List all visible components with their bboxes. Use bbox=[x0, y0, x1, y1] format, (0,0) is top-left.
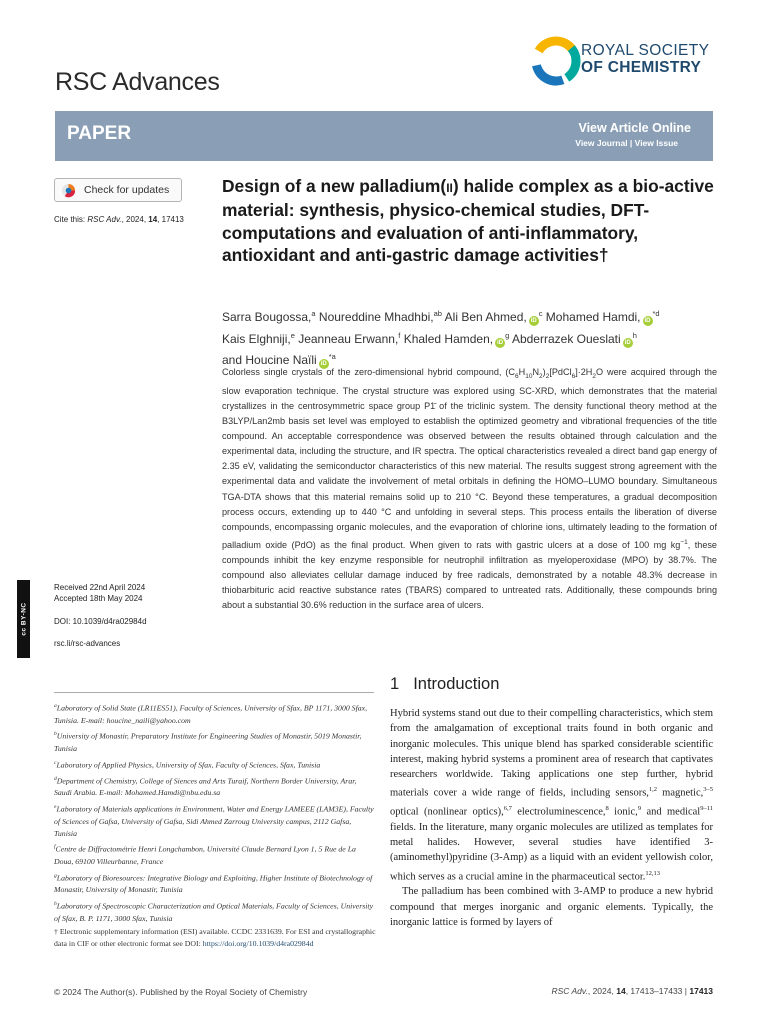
page-number: 17413 bbox=[689, 986, 713, 996]
journal-link[interactable]: rsc.li/rsc-advances bbox=[54, 639, 121, 648]
affiliation-item: $^e$Laboratory of Materials applications in Environment, Water and Energy LAMEEE (LAM3E), Faculty of Sciences of Gafsa, University of Gafsa, Sidi Ahmed Zarroug University campus, 2112 Gafsa, Tunisia bbox=[54, 804, 374, 838]
paragraph: Hybrid systems stand out due to their compelling characteristics, which stem from the amalgamation of exceptional traits found in both organic and inorganic molecules. This unique blend has sparked considerable scientific interest, making hybrid systems a prominent area of research that captivates researchers worldwide. Taking applications one step further, hybrid materials cover a wide range of fields, including sensors,$^{1,2}$ magnetic,$^{3-5}$ optical (nonlinear optics),$^{6,7}$ electroluminescence,$^8$ ionic,$^9$ and medical$^{9-11}$ fields. In the literature, many organic molecules are utilized as templates for metal halides. However, several studies have identified 3-(aminomethyl)pyridine (3-Amp) as a liquid with an evident yellowish color, which serves as a crucial amine in the pharmaceutical sector.$^{12,13}$ bbox=[390, 708, 714, 882]
paragraph: The palladium has been combined with 3-AMP to produce a new hybrid compound that merges inorganic and organic elements. Typically, the inorganic lattice is formed by layers of bbox=[390, 886, 713, 928]
journal-name: RSC Advances bbox=[55, 68, 220, 96]
doi: DOI: 10.1039/d4ra02984d bbox=[54, 617, 147, 626]
footnote-divider bbox=[54, 692, 374, 693]
introduction-body bbox=[390, 706, 713, 930]
orcid-icon[interactable]: iD bbox=[530, 318, 537, 324]
affiliation-item: $^d$Department of Chemistry, College of Siences and Arts Turaif, Northern Border University, Arar, Saudi Arabia. E-mail: Mohamed.Hamdi@nbu.edu.sa bbox=[54, 775, 357, 798]
citation: Cite this: RSC Adv., 2024, 14, 17413 bbox=[54, 215, 184, 224]
affiliation-item: $^c$Laboratory of Applied Physics, University of Sfax, Faculty of Sciences, Sfax, Tunisia bbox=[54, 759, 321, 770]
esi-doi-link[interactable]: https://doi.org/10.1039/d4ra02984d bbox=[202, 939, 314, 949]
check-updates-icon bbox=[61, 183, 76, 198]
received-date: Received 22nd April 2024 bbox=[54, 583, 146, 592]
article-title: Design of a new palladium(II) halide complex as a bio-active material: synthesis, physico-chemical studies, DFT-computations and evaluation of anti-inflammatory, antioxidant and anti-gastric damage activities† bbox=[222, 176, 714, 266]
publisher-name: ROYAL SOCIETY OF CHEMISTRY bbox=[581, 42, 710, 76]
check-for-updates-button[interactable] bbox=[54, 178, 182, 202]
author-list: Sarra Bougossa,$^a$ Noureddine Mhadhbi,$^{ab}$ Ali Ben Ahmed, $iD^c$ Mohamed Hamdi, $iD^{*d}$ Kais Elghniji,$^e$ Jeanneau Erwann,$^f$ Khaled Hamden, $iD^g$ Abderrazek Oueslati $iD^h$ and Houcine Naïli $iD^{*a}$ bbox=[222, 309, 660, 367]
affiliation-item: $^a$Laboratory of Solid State (LR11ES51), Faculty of Sciences, University of Sfax, BP 1171, 3000 Sfax, Tunisia. E-mail: houcine_naili@yahoo.com bbox=[54, 703, 368, 725]
accepted-date: Accepted 18th May 2024 bbox=[54, 594, 143, 603]
page-footer: RSC Adv., 2024, 14, 17413–17433 | 17413 bbox=[551, 986, 713, 996]
section-heading: 1 Introduction bbox=[390, 675, 500, 693]
affiliation-item: $^h$Laboratory of Spectroscopic Characterization and Optical Materials, Faculty of Sciences, University of Sfax, B. P. 1171, 3000 Sfax, Tunisia bbox=[54, 900, 374, 923]
abstract: Colorless single crystals of the zero-dimensional hybrid compound, $(C_6H_{10}N_2)_2[PdCl_6]\cdot 2H_2O$ were acquired through the slow evaporation technique. The crystal structure was explored using SC-XRD, which demonstrates that the material crystallizes in the centrosymmetric space group P1̄ of the triclinic system. The density functional theory method at the B3LYP/Lan2mb basis set level was employed to establish the optimized geometry and vibrational frequencies of the title compound. An acceptable correspondence was observed between the results obtained through calculation and the experimental data, including the structure, and IR spectra. The optical characteristics revealed a direct band gap energy of 2.35 eV, validating the semiconductor characteristics of this new material. The results suggest strong agreement with the experimental data and validate the involvement of metal orbitals in defining the HOMO–LUMO boundary. Simultaneous TGA-DTA shows that this material remains solid up to 210 °C. Beyond these temperatures, a gradual decomposition process occurs, extending up to 440 °C and unfolding in several steps. This process entails the liberation of diverse compounds, encompassing organic molecules, and the evaporation of chlorine ions, ultimately leading to the formation of palladium oxide (PdO) as the final product. When given to rats with gastric ulcers at a dose of 100 mg $kg^{-1}$, these compounds inhibit the key enzyme responsible for neutrophil infiltration as myeloperoxidase (MPO) by 38.7%. The compound also alleviates cellular damage induced by free radicals, demonstrated by a notable 48.3% decrease in thiobarbituric acid reactive substance rates (TBARS) compared to untreated rats. Additionally, these compounds bring about a substantial 30.6% reduction in the surface area of ulcers. bbox=[222, 367, 717, 611]
orcid-icon[interactable]: iD bbox=[497, 339, 504, 346]
article-history bbox=[54, 582, 147, 649]
esi-note: † Electronic supplementary information (ESI) available. CCDC 2331639. For ESI and crystallographic data in CIF or other electronic format see DOI: https://doi.org/10.1039/d4ra02984d bbox=[54, 927, 376, 949]
orcid-icon[interactable]: iD bbox=[624, 339, 631, 346]
affiliation-item: $^b$University of Monastir, Preparatory Institute for Engineering Studies of Monastir, 5019 Monastir, Tunisia bbox=[54, 731, 362, 753]
check-updates-label: Check for updates bbox=[84, 184, 170, 196]
article-type-banner bbox=[55, 111, 713, 161]
affiliations bbox=[54, 700, 376, 950]
article-type: PAPER bbox=[67, 123, 132, 144]
affiliation-item: $^f$Centre de Diffractométrie Henri Longchambon, Université Claude Bernard Lyon 1, 5 Rue de La Doua, 69100 Villeurbanne, France bbox=[54, 844, 356, 867]
orcid-icon[interactable]: iD bbox=[320, 361, 327, 367]
orcid-icon[interactable]: iD bbox=[644, 318, 651, 324]
affiliation-item: $^g$Laboratory of Bioresources: Integrative Biology and Exploiting, Higher Institute of Biotechnology of Monastir, University of Monastir, Tunisia bbox=[54, 872, 373, 895]
cc-license-badge[interactable]: cc BY-NC bbox=[17, 580, 30, 658]
copyright-footer: © 2024 The Author(s). Published by the Royal Society of Chemistry bbox=[54, 987, 308, 997]
view-journal-issue-links[interactable]: View Journal | View Issue bbox=[575, 138, 678, 148]
view-article-online-link[interactable]: View Article Online bbox=[578, 121, 691, 135]
